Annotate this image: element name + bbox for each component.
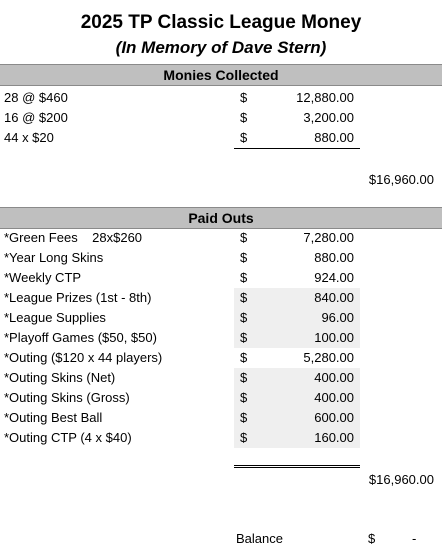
collected-total: $16,960.00 [368,172,434,187]
page-subtitle: (In Memory of Dave Stern) [115,38,327,57]
paid-out-row-label: *Playoff Games ($50, $50) [4,330,157,345]
balance-currency: $ [368,531,376,546]
paid-out-row-amount: 100.00 [314,330,354,345]
collected-row-label: 16 @ $200 [4,110,68,125]
paid-out-row [0,248,442,268]
collected-row-label: 44 x $20 [4,130,54,145]
paid-out-row [0,288,442,308]
paid-out-row [0,328,442,348]
paid-out-row-currency: $ [240,310,248,325]
paid-out-row [0,368,442,388]
paid-out-row-amount: 880.00 [314,250,354,265]
collected-row-amount: 3,200.00 [303,110,354,125]
paid-out-row-amount: 840.00 [314,290,354,305]
paid-out-row-currency: $ [240,350,248,365]
paid-out-row-amount: 96.00 [321,310,354,325]
paid-out-row-amount: 400.00 [314,370,354,385]
paid-out-row [0,228,442,248]
paid-out-row-currency: $ [240,270,248,285]
monies-collected-header: Monies Collected [0,64,442,86]
paid-out-row-currency: $ [240,250,248,265]
paid-out-row-label: *Year Long Skins [4,250,104,265]
paid-out-row-label: *Outing ($120 x 44 players) [4,350,163,365]
paid-out-row-amount: 924.00 [314,270,354,285]
paid-out-row-currency: $ [240,330,248,345]
paid-outs-header: Paid Outs [0,207,442,229]
paid-outs-total: $16,960.00 [368,472,434,487]
collected-row-label: 28 @ $460 [4,90,68,105]
paid-out-row [0,408,442,428]
page-title: 2025 TP Classic League Money [80,12,362,33]
collected-row-currency: $ [240,110,248,125]
paid-out-row-label: *Green Fees 28x$260 [4,230,143,245]
balance-label: Balance [236,531,283,546]
paid-out-row-label: *Outing CTP (4 x $40) [4,430,132,445]
paid-out-row-label: *Outing Best Ball [4,410,103,425]
collected-row [0,108,442,128]
collected-row-currency: $ [240,90,248,105]
paid-out-row-label: *Outing Skins (Gross) [4,390,130,405]
paid-out-row-currency: $ [240,390,248,405]
collected-row-amount: 12,880.00 [296,90,354,105]
paid-out-row [0,388,442,408]
paid-out-row-amount: 400.00 [314,390,354,405]
paid-out-row [0,268,442,288]
paid-out-row-currency: $ [240,430,248,445]
paid-outs-total-rule [234,465,360,468]
paid-out-row-label: *Outing Skins (Net) [4,370,116,385]
collected-row-currency: $ [240,130,248,145]
paid-out-row [0,348,442,368]
collected-row-amount: 880.00 [314,130,354,145]
paid-out-row-currency: $ [240,410,248,425]
paid-out-row [0,308,442,328]
paid-out-row-label: *League Supplies [4,310,106,325]
paid-out-row-currency: $ [240,370,248,385]
paid-out-row-currency: $ [240,290,248,305]
collected-row [0,88,442,108]
collected-row [0,128,442,148]
paid-out-row-currency: $ [240,230,248,245]
paid-out-row [0,428,442,448]
paid-out-row-amount: 160.00 [314,430,354,445]
paid-out-row-amount: 7,280.00 [303,230,354,245]
paid-out-row-label: *League Prizes (1st - 8th) [4,290,152,305]
paid-out-row-amount: 5,280.00 [303,350,354,365]
paid-out-row-label: *Weekly CTP [4,270,82,285]
collected-subtotal-rule [234,148,360,149]
paid-out-row-amount: 600.00 [314,410,354,425]
balance-value: - [412,531,417,546]
